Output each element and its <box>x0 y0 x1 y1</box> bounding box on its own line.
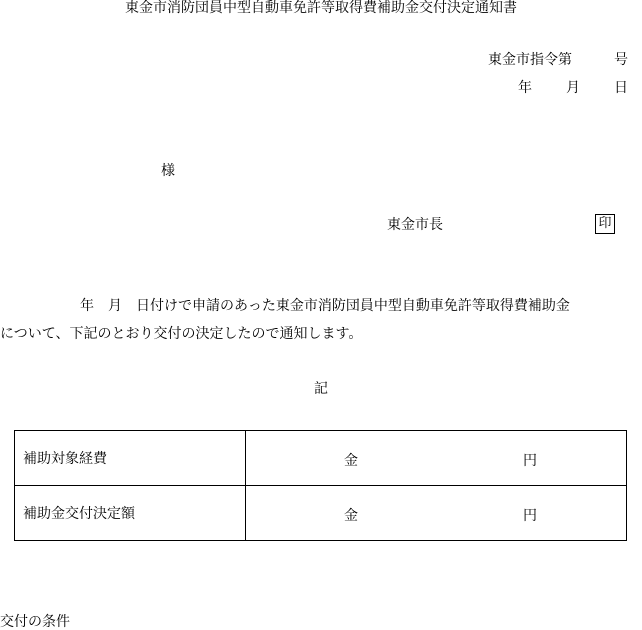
date-month: 月 <box>566 80 580 96</box>
document-title: 東金市消防団員中型自動車免許等取得費補助金交付決定通知書 <box>125 0 517 16</box>
body-text-line-2: について、下記のとおり交付の決定したので通知します。 <box>0 326 363 342</box>
row-label: 補助金交付決定額 <box>15 486 246 541</box>
conditions-heading: 交付の条件 <box>0 614 70 630</box>
kin-label: 金 <box>344 453 358 469</box>
amounts-table <box>14 430 627 541</box>
table-row <box>15 431 627 486</box>
en-label: 円 <box>523 453 537 469</box>
table-row <box>15 486 627 541</box>
en-label: 円 <box>523 508 537 524</box>
row-label: 補助対象経費 <box>15 431 246 486</box>
issuer-title: 東金市長 <box>387 217 443 233</box>
issue-date <box>518 80 628 96</box>
row-value <box>246 431 627 486</box>
row-value <box>246 486 627 541</box>
seal-mark: 印 <box>595 214 615 234</box>
document-number: 東金市指令第 号 <box>488 52 628 68</box>
body-text-line-1: 年 月 日付けで申請のあった東金市消防団員中型自動車免許等取得費補助金 <box>80 298 570 314</box>
date-year: 年 <box>518 80 532 96</box>
kin-label: 金 <box>344 508 358 524</box>
ki-heading: 記 <box>314 381 328 397</box>
recipient-honorific: 様 <box>161 163 175 179</box>
date-day: 日 <box>614 80 628 96</box>
